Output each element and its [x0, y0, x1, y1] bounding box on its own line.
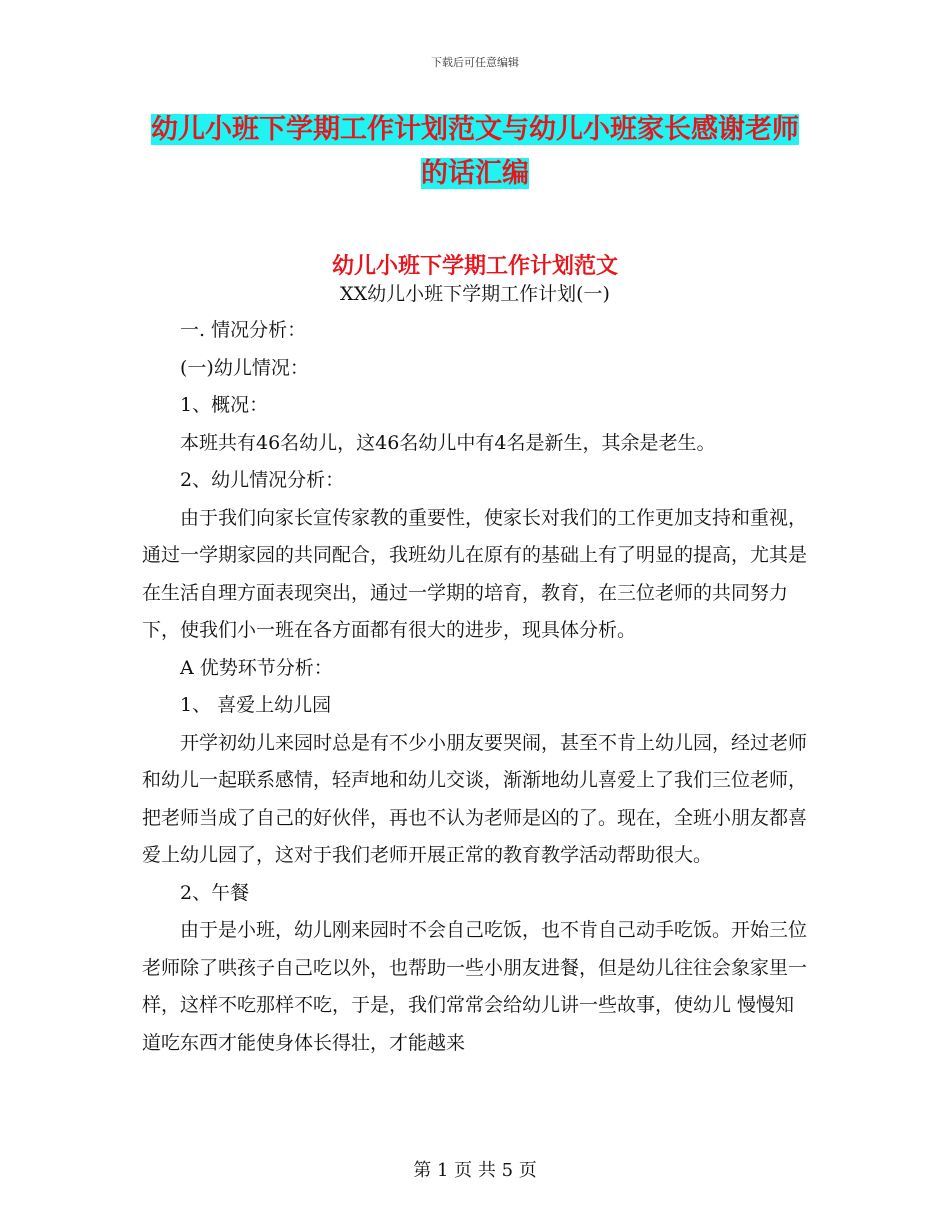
paragraph: 由于我们向家长宣传家教的重要性，使家长对我们的工作更加支持和重视，通过一学期家园的共同配合，我班幼儿在原有的基础上有了明显的提高，尤其是在生活自理方面表现突出，通过一学期的培育，教育，在三位老师的共同努力下，使我们小一班在各方面都有很大的进步，现具体分析。: [142, 506, 808, 641]
section-title: 幼儿小班下学期工作计划范文: [331, 254, 618, 279]
paragraph: 由于是小班，幼儿刚来园时不会自己吃饭，也不肯自己动手吃饭。开始三位老师除了哄孩子自己吃以外，也帮助一些小朋友进餐，但是幼儿往往会象家里一样，这样不吃那样不吃，于是，我们常常会给幼儿讲一些故事，使幼儿 慢慢知道吃东西才能使身体长得壮，才能越来: [142, 919, 808, 1054]
document-body: [142, 312, 812, 1062]
paragraph: 2、午餐: [180, 881, 250, 904]
document-title: [150, 108, 800, 196]
paragraph: 1、概况：: [180, 394, 269, 416]
paragraph: 2、幼儿情况分析：: [180, 469, 345, 491]
plan-subtitle: XX幼儿小班下学期工作计划(一): [340, 283, 610, 305]
paragraph: (一)幼儿情况：: [180, 356, 309, 379]
document-title-text: 幼儿小班下学期工作计划范文与幼儿小班家长感谢老师的话汇编: [151, 114, 799, 189]
paragraph: 本班共有46名幼儿，这46名幼儿中有4名是新生，其余是老生。: [180, 431, 716, 454]
paragraph: 1、 喜爱上幼儿园: [180, 694, 332, 716]
paragraph: A 优势环节分析：: [180, 656, 333, 679]
paragraph: 开学初幼儿来园时总是有不少小朋友要哭闹，甚至不肯上幼儿园，经过老师和幼儿一起联系感情，轻声地和幼儿交谈，渐渐地幼儿喜爱上了我们三位老师，把老师当成了自己的好伙伴，再也不认为老师是凶的了。现在，全班小朋友都喜爱上幼儿园了，这对于我们老师开展正常的教育教学活动帮助很大。: [142, 731, 808, 866]
paragraph: 一. 情况分析：: [180, 319, 307, 341]
page-number: 第 1 页 共 5 页: [413, 1160, 537, 1181]
header-note: 下载后可任意编辑: [431, 56, 519, 69]
